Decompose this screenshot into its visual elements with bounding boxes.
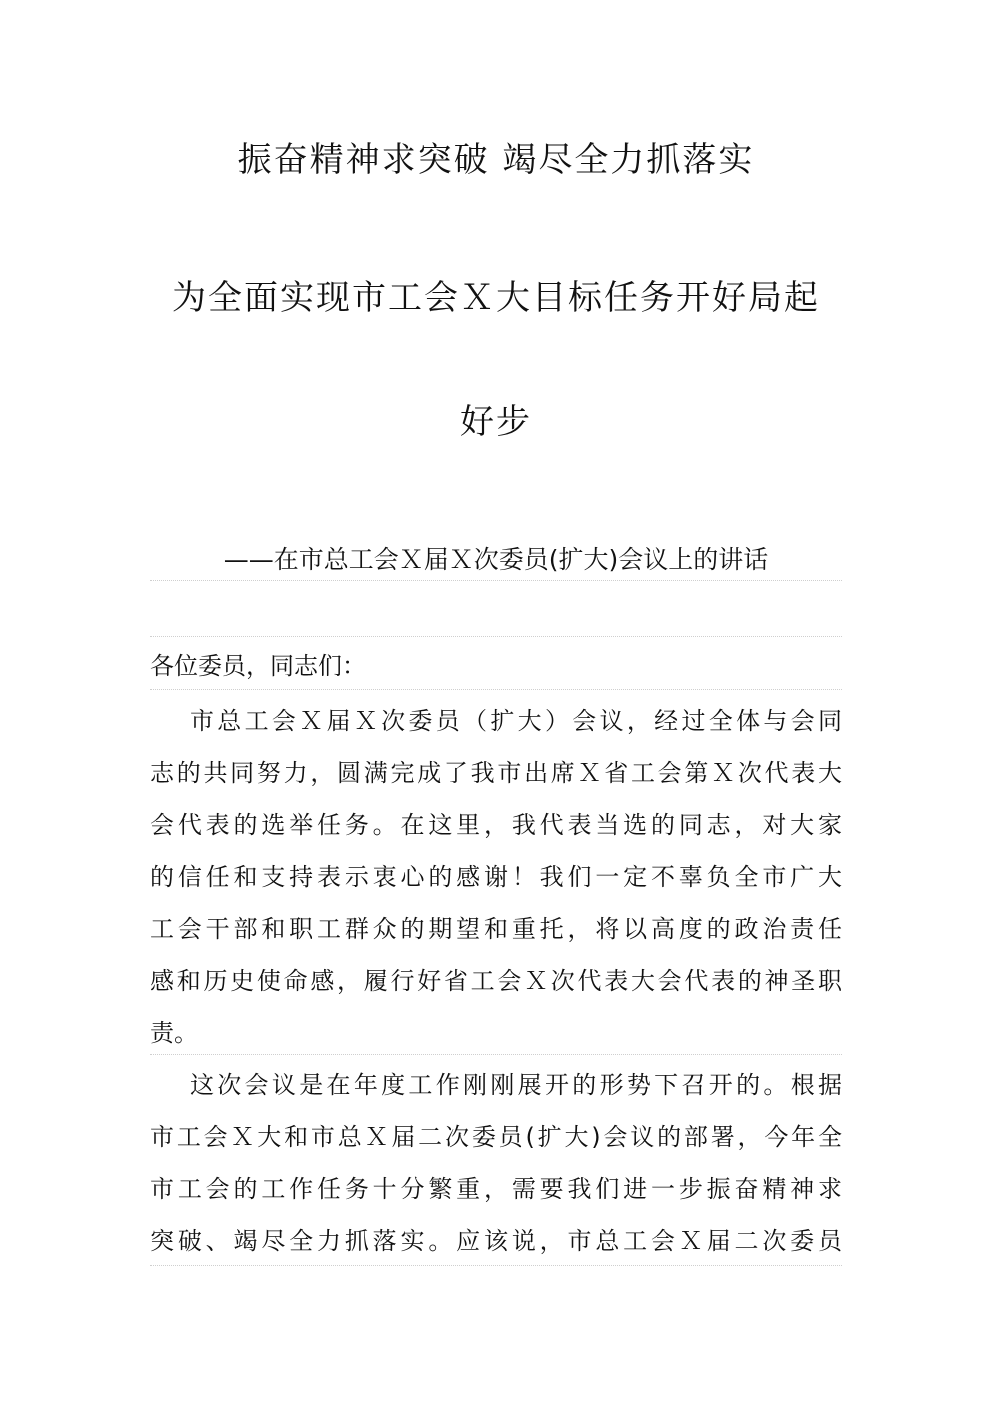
paragraph-line: 市工会的工作任务十分繁重，需要我们进一步振奋精神求	[150, 1175, 842, 1203]
paragraph-line: 这次会议是在年度工作刚刚展开的形势下召开的。根据	[190, 1071, 842, 1099]
divider	[150, 689, 842, 690]
subtitle: ——在市总工会Ｘ届Ｘ次委员(扩大)会议上的讲话	[223, 545, 769, 574]
body-paragraph-2	[150, 1059, 842, 1267]
title-line-2: 为全面实现市工会Ｘ大目标任务开好局起	[172, 278, 820, 318]
salutation: 各位委员，同志们：	[150, 652, 366, 680]
paragraph-line: 志的共同努力，圆满完成了我市出席Ｘ省工会第Ｘ次代表大	[150, 759, 842, 787]
divider	[150, 580, 842, 581]
divider	[150, 636, 842, 637]
paragraph-line: 市工会Ｘ大和市总Ｘ届二次委员(扩大)会议的部署，今年全	[150, 1123, 842, 1151]
title-line-1: 振奋精神求突破 竭尽全力抓落实	[237, 140, 755, 180]
paragraph-line: 责。	[150, 1019, 198, 1047]
paragraph-line: 市总工会Ｘ届Ｘ次委员（扩大）会议，经过全体与会同	[190, 707, 842, 735]
paragraph-line: 工会干部和职工群众的期望和重托，将以高度的政治责任	[150, 915, 842, 943]
divider	[150, 1265, 842, 1266]
paragraph-line: 会代表的选举任务。在这里，我代表当选的同志，对大家	[150, 811, 842, 839]
divider	[150, 1054, 842, 1055]
paragraph-line: 感和历史使命感，履行好省工会Ｘ次代表大会代表的神圣职	[150, 967, 842, 995]
paragraph-line: 突破、竭尽全力抓落实。应该说，市总工会Ｘ届二次委员	[150, 1227, 842, 1255]
body-paragraph-1	[150, 695, 842, 1059]
paragraph-line: 的信任和支持表示衷心的感谢！我们一定不辜负全市广大	[150, 863, 842, 891]
title-line-3: 好步	[460, 402, 532, 442]
